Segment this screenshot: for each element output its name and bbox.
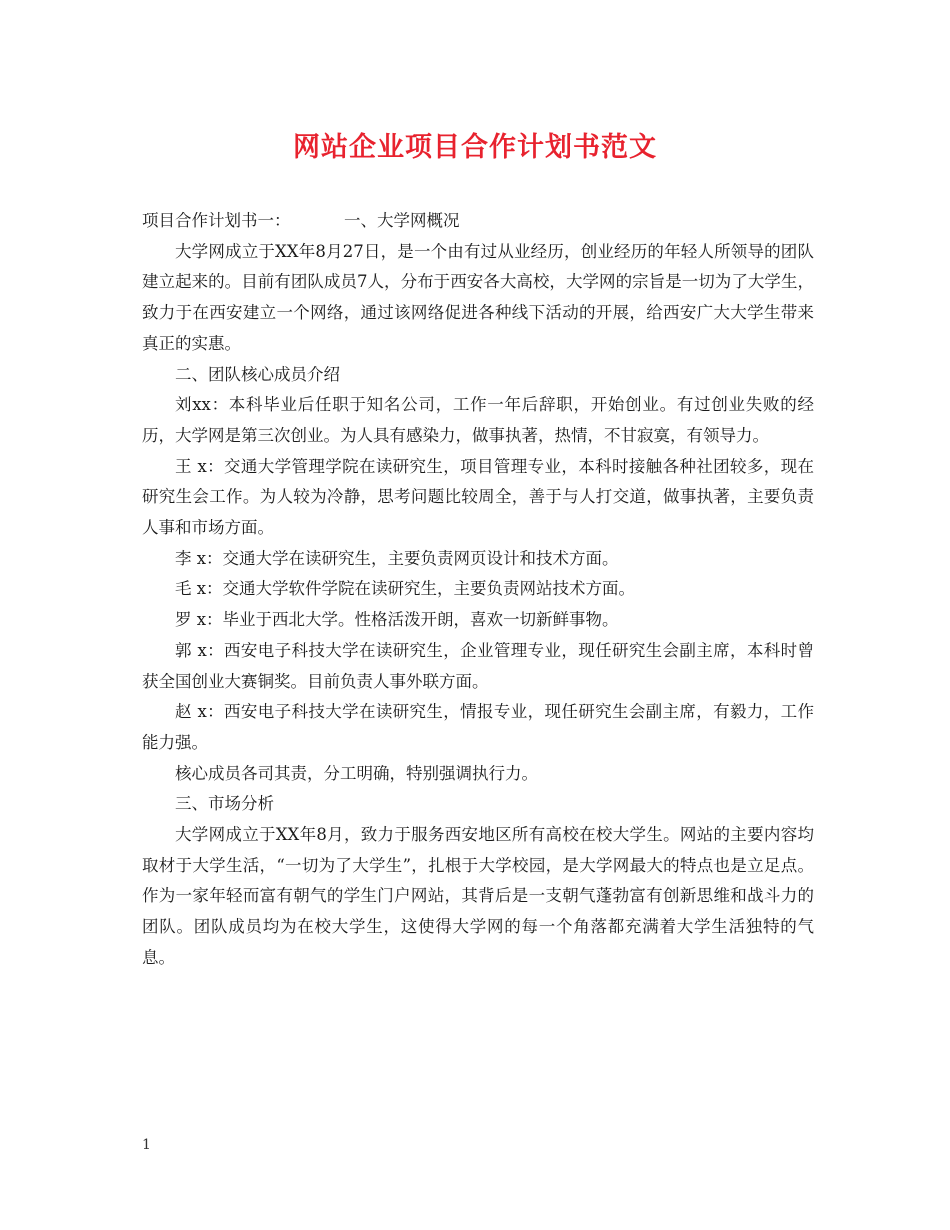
- paragraph-member-guo: 郭 x：西安电子科技大学在读研究生，企业管理专业，现任研究生会副主席，本科时曾获全国创业大赛铜奖。目前负责人事外联方面。: [142, 640, 814, 691]
- section-heading-market: 三、市场分析: [175, 794, 274, 814]
- paragraph-member-mao: 毛 x：交通大学软件学院在读研究生，主要负责网站技术方面。: [175, 579, 636, 599]
- paragraph-member-wang: 王 x：交通大学管理学院在读研究生，项目管理专业，本科时接触各种社团较多，现在研究生会工作。为人较为冷静，思考问题比较周全，善于与人打交道，做事执著，主要负责人事和市场方面。: [142, 456, 814, 538]
- paragraph-member-zhao: 赵 x：西安电子科技大学在读研究生，情报专业，现任研究生会副主席，有毅力，工作能力强。: [142, 702, 814, 752]
- section-heading-overview: 一、大学网概况: [344, 211, 460, 230]
- paragraph-member-luo: 罗 x：毕业于西北大学。性格活泼开朗，喜欢一切新鲜事物。: [175, 610, 619, 630]
- document-title: 网站企业项目合作计划书范文: [293, 132, 657, 163]
- intro-line: [142, 206, 814, 237]
- paragraph-overview: 大学网成立于XX年8月27日，是一个由有过从业经历，创业经历的年轻人所领导的团队建立起来的。目前有团队成员7人，分布于西安各大高校，大学网的宗旨是一切为了大学生，致力于在西安建立一个网络，通过该网络促进各种线下活动的开展，给西安广大大学生带来真正的实惠。: [142, 241, 814, 353]
- intro-lead: 项目合作计划书一：: [142, 211, 291, 230]
- paragraph-member-li: 李 x：交通大学在读研究生，主要负责网页设计和技术方面。: [175, 548, 619, 568]
- paragraph-team-summary: 核心成员各司其责，分工明确，特别强调执行力。: [175, 763, 538, 783]
- page-number: 1: [142, 1137, 151, 1153]
- document-body: [142, 206, 814, 974]
- paragraph-member-liu: 刘xx：本科毕业后任职于知名公司，工作一年后辞职，开始创业。有过创业失败的经历，大学网是第三次创业。为人具有感染力，做事执著，热情，不甘寂寞，有领导力。: [142, 395, 814, 445]
- section-heading-team: 二、团队核心成员介绍: [175, 364, 340, 384]
- paragraph-market: 大学网成立于XX年8月，致力于服务西安地区所有高校在校大学生。网站的主要内容均取材于大学生活，“一切为了大学生”，扎根于大学校园，是大学网最大的特点也是立足点。作为一家年轻而富有朝气的学生门户网站，其背后是一支朝气蓬勃富有创新思维和战斗力的团队。团队成员均为在校大学生，这使得大学网的每一个角落都充满着大学生活独特的气息。: [142, 825, 814, 967]
